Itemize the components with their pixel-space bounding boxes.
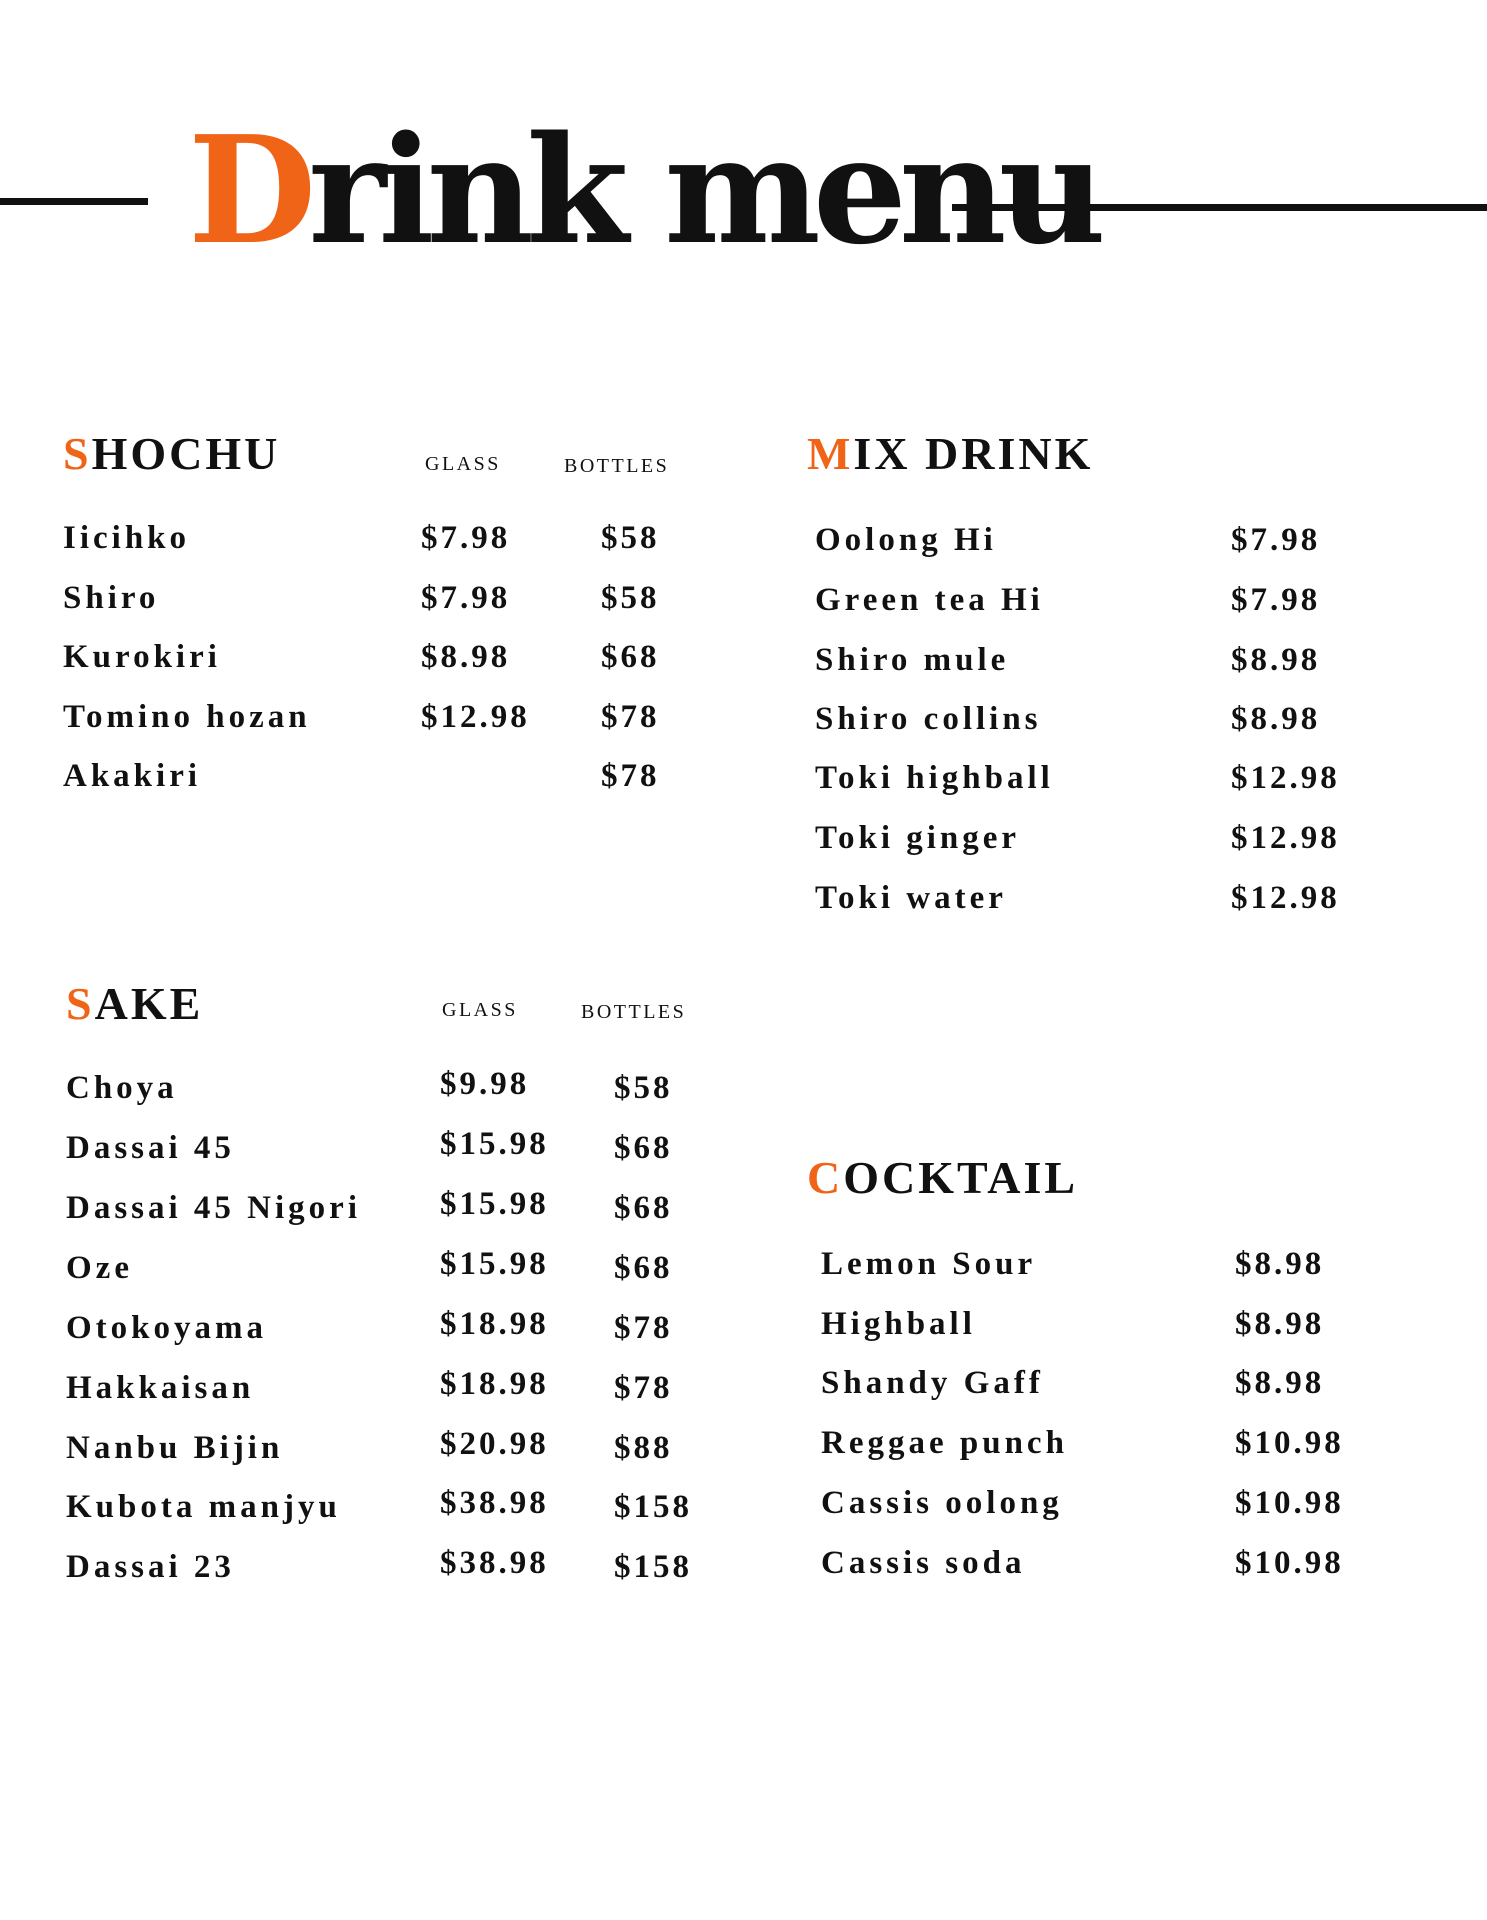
item-name: Iicihko	[63, 520, 191, 556]
bottle-price: $58	[601, 520, 660, 556]
page-title	[188, 103, 1099, 277]
glass-price: $38.98	[440, 1485, 549, 1521]
menu-row	[63, 695, 703, 745]
bottle-price: $68	[601, 639, 660, 675]
section-mix-drink	[807, 428, 1427, 928]
bottles-column-label: BOTTLES	[564, 455, 670, 477]
glass-price: $15.98	[440, 1246, 549, 1282]
menu-row	[66, 1246, 746, 1296]
section-title	[807, 1152, 1078, 1204]
menu-row	[66, 1485, 746, 1535]
menu-row	[807, 1242, 1427, 1292]
item-name: Shiro mule	[815, 642, 1010, 678]
item-price: $7.98	[1231, 582, 1321, 618]
item-name: Oze	[66, 1250, 133, 1286]
glass-price: $9.98	[440, 1066, 530, 1102]
item-name: Otokoyama	[66, 1310, 267, 1346]
glass-price: $20.98	[440, 1426, 549, 1462]
title-initial: D	[188, 103, 309, 277]
item-name: Toki water	[815, 880, 1007, 916]
section-title-initial: C	[807, 1152, 844, 1203]
section-title-rest: HOCHU	[91, 428, 281, 479]
section-title	[63, 428, 280, 480]
item-name: Green tea Hi	[815, 582, 1044, 618]
bottle-price: $68	[614, 1250, 673, 1286]
menu-row	[807, 756, 1427, 806]
item-name: Dassai 23	[66, 1549, 235, 1585]
item-price: $12.98	[1231, 820, 1340, 856]
menu-row	[66, 1066, 746, 1116]
menu-row	[807, 1361, 1427, 1411]
menu-row	[66, 1366, 746, 1416]
section-sake	[66, 978, 746, 1598]
glass-price: $8.98	[421, 639, 511, 675]
item-name: Hakkaisan	[66, 1370, 255, 1406]
item-name: Dassai 45 Nigori	[66, 1190, 361, 1226]
menu-row	[807, 1302, 1427, 1352]
item-name: Tomino hozan	[63, 699, 311, 735]
glass-price: $15.98	[440, 1186, 549, 1222]
section-title-rest: IX DRINK	[853, 428, 1094, 479]
item-price: $10.98	[1235, 1425, 1344, 1461]
menu-row	[66, 1426, 746, 1476]
bottle-price: $68	[614, 1190, 673, 1226]
item-name: Choya	[66, 1070, 178, 1106]
bottle-price: $78	[601, 758, 660, 794]
item-price: $8.98	[1235, 1365, 1325, 1401]
glass-price: $7.98	[421, 520, 511, 556]
item-price: $12.98	[1231, 880, 1340, 916]
bottle-price: $78	[614, 1310, 673, 1346]
item-name: Shiro collins	[815, 701, 1042, 737]
item-name: Oolong Hi	[815, 522, 997, 558]
section-title-rest: OCKTAIL	[843, 1152, 1079, 1203]
title-rest: rink menu	[308, 103, 1099, 277]
bottle-price: $78	[601, 699, 660, 735]
item-price: $10.98	[1235, 1545, 1344, 1581]
bottle-price: $78	[614, 1370, 673, 1406]
glass-price: $18.98	[440, 1366, 549, 1402]
section-title-initial: S	[66, 978, 95, 1029]
item-name: Toki ginger	[815, 820, 1021, 856]
menu-row	[807, 816, 1427, 866]
menu-row	[66, 1306, 746, 1356]
menu-row	[807, 876, 1427, 926]
item-name: Reggae punch	[821, 1425, 1068, 1461]
section-title-initial: S	[63, 428, 92, 479]
bottle-price: $158	[614, 1489, 692, 1525]
item-name: Nanbu Bijin	[66, 1430, 284, 1466]
section-title	[807, 428, 1093, 480]
bottle-price: $58	[601, 580, 660, 616]
item-price: $8.98	[1231, 701, 1321, 737]
item-name: Cassis soda	[821, 1545, 1026, 1581]
item-price: $8.98	[1231, 642, 1321, 678]
item-price: $8.98	[1235, 1246, 1325, 1282]
item-name: Lemon Sour	[821, 1246, 1037, 1282]
section-title-initial: M	[807, 428, 854, 479]
item-price: $8.98	[1235, 1306, 1325, 1342]
menu-row	[66, 1186, 746, 1236]
item-name: Kubota manjyu	[66, 1489, 341, 1525]
glass-price: $18.98	[440, 1306, 549, 1342]
section-title-rest: AKE	[94, 978, 204, 1029]
menu-row	[807, 578, 1427, 628]
menu-row	[807, 638, 1427, 688]
menu-row	[66, 1126, 746, 1176]
item-name: Shiro	[63, 580, 160, 616]
menu-row	[63, 516, 703, 566]
header-rule-left	[0, 198, 148, 205]
item-name: Toki highball	[815, 760, 1054, 796]
item-name: Dassai 45	[66, 1130, 235, 1166]
glass-price: $12.98	[421, 699, 530, 735]
glass-price: $7.98	[421, 580, 511, 616]
glass-column-label: GLASS	[442, 999, 518, 1021]
item-name: Highball	[821, 1306, 976, 1342]
bottle-price: $88	[614, 1430, 673, 1466]
item-name: Kurokiri	[63, 639, 221, 675]
item-price: $12.98	[1231, 760, 1340, 796]
menu-row	[807, 518, 1427, 568]
menu-row	[807, 697, 1427, 747]
section-shochu	[63, 428, 703, 808]
item-name: Akakiri	[63, 758, 202, 794]
bottle-price: $158	[614, 1549, 692, 1585]
item-price: $10.98	[1235, 1485, 1344, 1521]
item-name: Cassis oolong	[821, 1485, 1063, 1521]
menu-row	[807, 1481, 1427, 1531]
menu-row	[66, 1545, 746, 1595]
menu-row	[807, 1421, 1427, 1471]
menu-row	[807, 1541, 1427, 1591]
item-name: Shandy Gaff	[821, 1365, 1044, 1401]
section-title	[66, 978, 203, 1030]
menu-row	[63, 576, 703, 626]
section-cocktail	[807, 1152, 1427, 1622]
glass-price: $38.98	[440, 1545, 549, 1581]
bottles-column-label: BOTTLES	[581, 1001, 687, 1023]
bottle-price: $58	[614, 1070, 673, 1106]
menu-row	[63, 635, 703, 685]
item-price: $7.98	[1231, 522, 1321, 558]
bottle-price: $68	[614, 1130, 673, 1166]
glass-column-label: GLASS	[425, 453, 501, 475]
menu-row	[63, 754, 703, 804]
glass-price: $15.98	[440, 1126, 549, 1162]
